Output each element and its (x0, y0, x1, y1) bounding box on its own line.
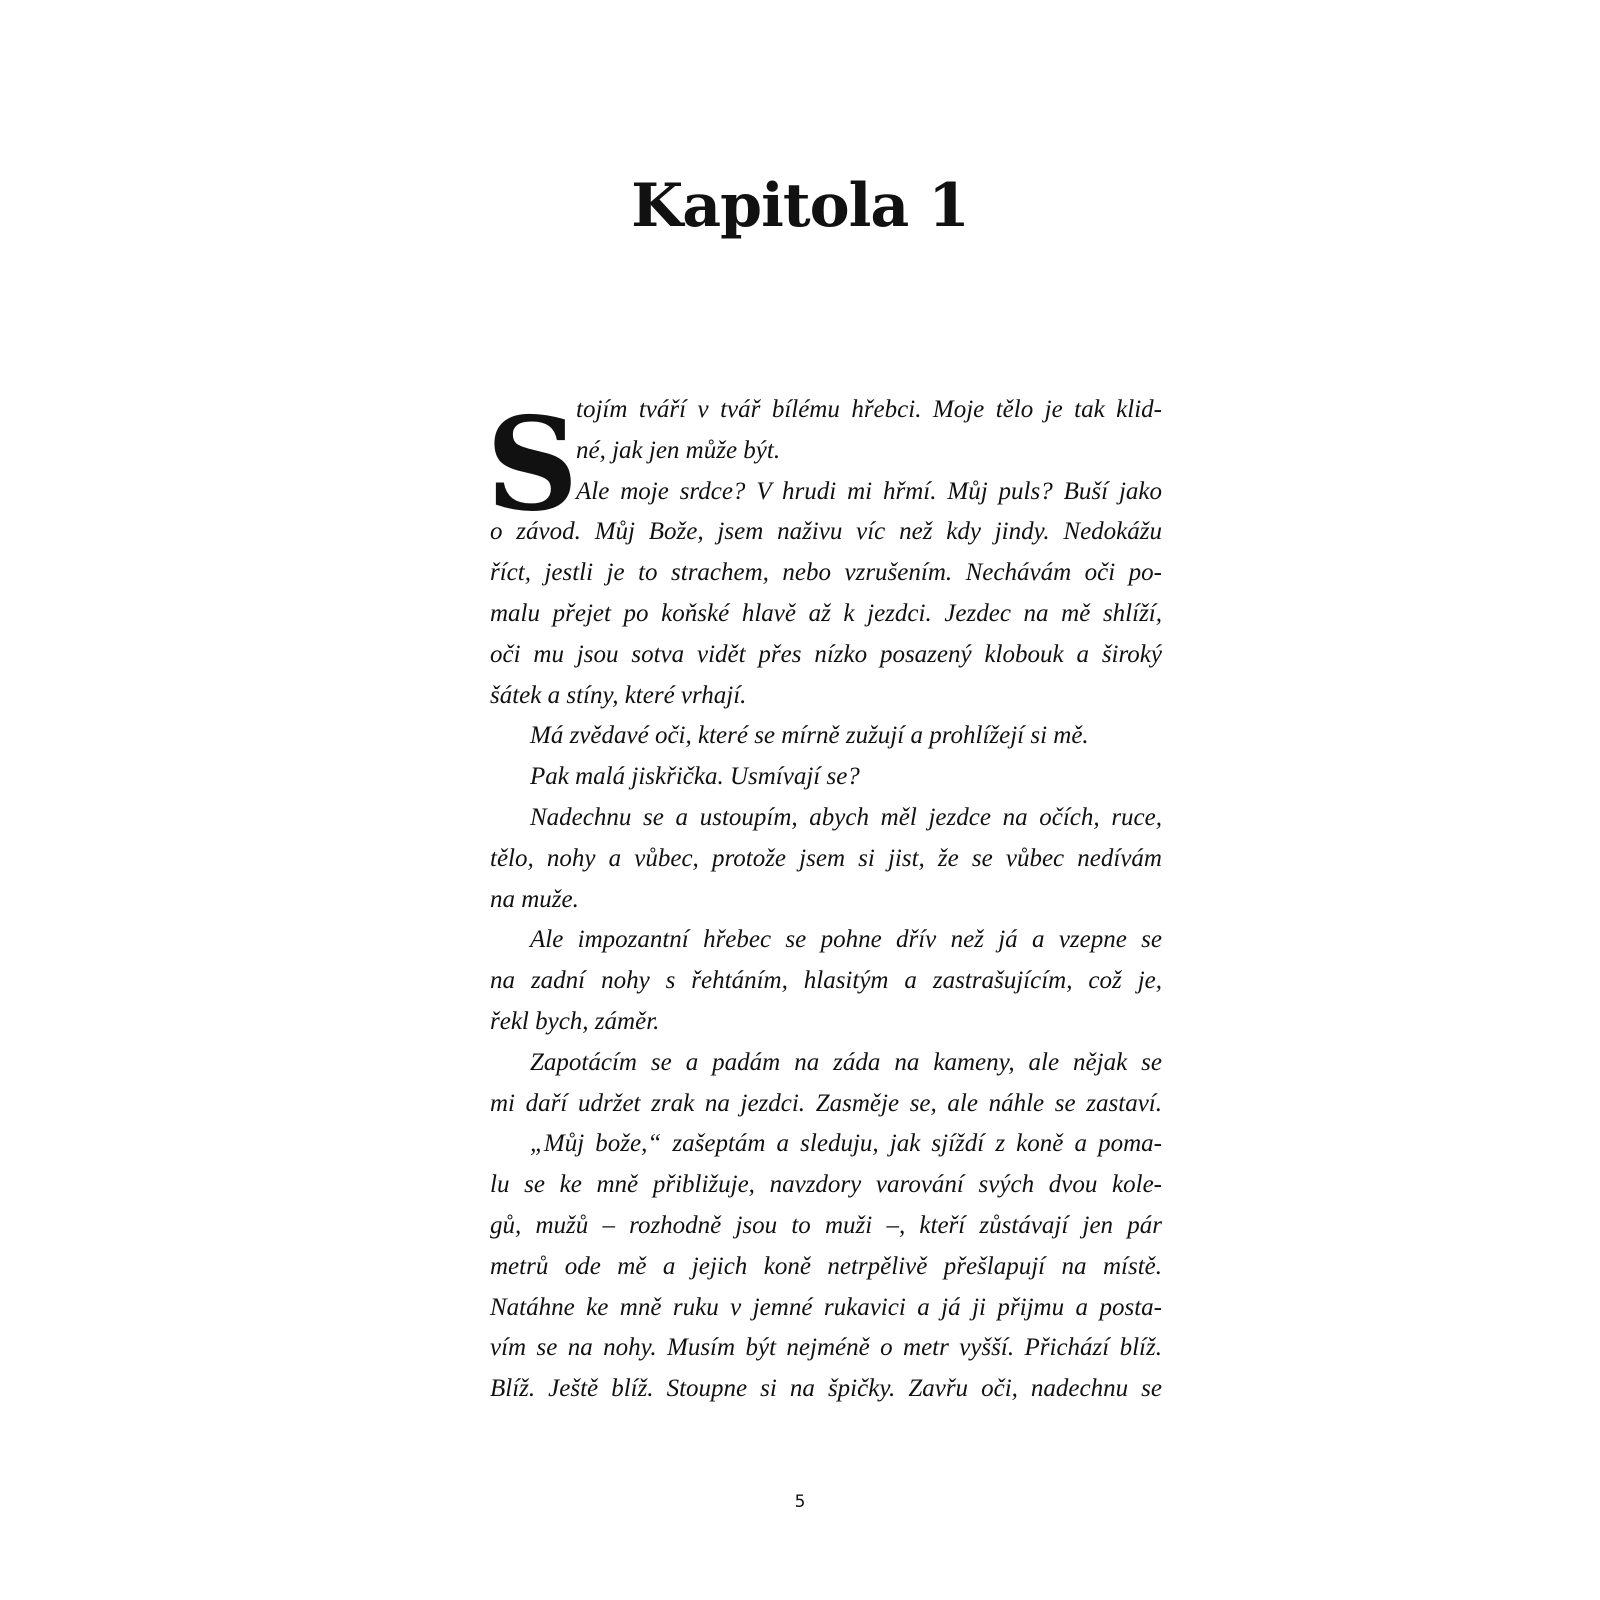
text-line: na muže. (490, 885, 579, 913)
body-text (490, 390, 1162, 1410)
text-line: gů, mužů – rozhodně jsou to muži –, kteří zůstávají jen pár (490, 1211, 1162, 1239)
text-line: mi daří udržet zrak na jezdci. Zasměje se, ale náhle se zastaví. (490, 1089, 1162, 1117)
text-line: metrů ode mě a jejich koně netrpělivě přešlapují na místě. (490, 1252, 1162, 1280)
text-line: oči mu jsou sotva vidět přes nízko posazený klobouk a široký (490, 640, 1162, 668)
text-line: Ale impozantní hřebec se pohne dřív než já a vzepne se (530, 926, 1162, 954)
text-line: řekl bych, záměr. (490, 1007, 660, 1035)
text-line: Ale moje srdce? V hrudi mi hřmí. Můj puls? Buší jako (576, 477, 1162, 505)
page-number: 5 (794, 1492, 806, 1512)
text-line: Blíž. Ještě blíž. Stoupne si na špičky. Zavřu oči, nadechnu se (490, 1375, 1162, 1403)
drop-cap: S (486, 390, 579, 540)
text-line: lu se ke mně přibližuje, navzdory varování svých dvou kole- (490, 1171, 1162, 1199)
text-line: malu přejet po koňské hlavě až k jezdci. Jezdec na mě shlíží, (490, 599, 1162, 627)
chapter-title: Kapitola 1 (631, 171, 969, 241)
text-line: né, jak jen může být. (576, 436, 781, 464)
text-line: na zadní nohy s řehtáním, hlasitým a zastrašujícím, což je, (490, 967, 1162, 995)
text-line: tělo, nohy a vůbec, protože jsem si jist, že se vůbec nedívám (490, 844, 1162, 872)
text-line: o závod. Můj Bože, jsem naživu víc než kdy jindy. Nedokážu (490, 518, 1162, 546)
text-line: Natáhne ke mně ruku v jemné rukavici a já ji přijmu a posta- (490, 1293, 1162, 1321)
text-line: říct, jestli je to strachem, nebo vzrušením. Nechávám oči po- (490, 559, 1162, 587)
text-line: šátek a stíny, které vrhají. (490, 681, 747, 709)
text-line: „Můj bože,“ zašeptám a sleduju, jak sjíždí z koně a poma- (530, 1130, 1162, 1158)
text-line: vím se na nohy. Musím být nejméně o metr vyšší. Přichází blíž. (490, 1334, 1162, 1362)
text-line: Má zvědavé oči, které se mírně zužují a prohlížejí si mě. (530, 722, 1089, 750)
text-line: Zapotácím se a padám na záda na kameny, ale nějak se (530, 1048, 1162, 1076)
text-line: Pak malá jiskřička. Usmívají se? (530, 763, 860, 791)
text-line: tojím tváří v tvář bílému hřebci. Moje tělo je tak klid- (576, 396, 1162, 423)
text-line: Nadechnu se a ustoupím, abych měl jezdce na očích, ruce, (530, 803, 1162, 831)
